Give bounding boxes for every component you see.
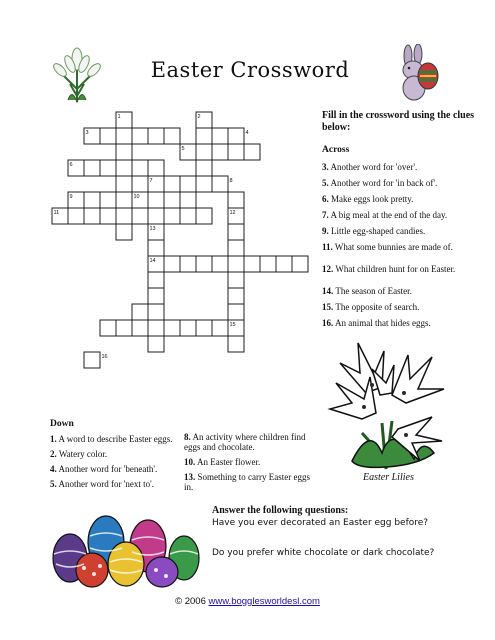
crossword-cell[interactable]	[196, 144, 212, 160]
crossword-cell[interactable]	[196, 208, 212, 224]
clue-number: 10	[133, 194, 140, 200]
clue-number: 16	[101, 354, 108, 360]
crossword-cell[interactable]	[180, 208, 196, 224]
crossword-cell[interactable]	[84, 352, 100, 368]
image-caption: Easter Lilies	[363, 472, 414, 483]
crossword-cell[interactable]	[196, 128, 212, 144]
across-clue: 11. What some bunnies are made of.	[322, 242, 453, 252]
crossword-cell[interactable]	[212, 128, 228, 144]
across-clue: 5. Another word for 'in back of'.	[322, 178, 438, 188]
crossword-cell[interactable]	[164, 256, 180, 272]
down-clue: 1. A word to describe Easter eggs.	[50, 434, 173, 444]
crossword-cell[interactable]	[148, 336, 164, 352]
crossword-cell[interactable]	[164, 192, 180, 208]
crossword-cell[interactable]	[228, 224, 244, 240]
footer	[0, 596, 495, 607]
crossword-cell[interactable]	[244, 256, 260, 272]
clue-number: 4	[245, 130, 249, 136]
crossword-cell[interactable]	[228, 272, 244, 288]
down-heading: Down	[50, 419, 74, 429]
crossword-cell[interactable]	[100, 208, 116, 224]
crossword-cell[interactable]	[228, 128, 244, 144]
crossword-cell[interactable]	[116, 320, 132, 336]
crossword-cell[interactable]	[228, 256, 244, 272]
crossword-cell[interactable]	[228, 288, 244, 304]
crossword-cell[interactable]	[228, 304, 244, 320]
crossword-cell[interactable]	[116, 224, 132, 240]
crossword-cell[interactable]	[228, 144, 244, 160]
crossword-cell[interactable]	[148, 128, 164, 144]
website-link[interactable]: www.bogglesworldesl.com	[208, 596, 320, 607]
crossword-cell[interactable]	[212, 320, 228, 336]
clue-number: 14	[149, 258, 156, 264]
down-clue: 13. Something to carry Easter eggs in.	[184, 472, 310, 492]
crossword-cell[interactable]	[100, 128, 116, 144]
easter-eggs-illustration	[44, 502, 204, 588]
crossword-cell[interactable]	[132, 128, 148, 144]
across-heading: Across	[322, 145, 350, 155]
question-1: Have you ever decorated an Easter egg before?	[212, 518, 429, 528]
crossword-cell[interactable]	[68, 208, 84, 224]
crossword-cell[interactable]	[164, 128, 180, 144]
crossword-cell[interactable]	[196, 320, 212, 336]
clue-number: 12	[229, 210, 236, 216]
crossword-cell[interactable]	[196, 256, 212, 272]
crossword-cell[interactable]	[212, 144, 228, 160]
crossword-cell[interactable]	[180, 256, 196, 272]
clue-number: 11	[53, 210, 60, 216]
crossword-cell[interactable]	[116, 176, 132, 192]
crossword-cell[interactable]	[116, 192, 132, 208]
crossword-cell[interactable]	[100, 192, 116, 208]
clue-number: 8	[229, 178, 233, 184]
crossword-cell[interactable]	[148, 240, 164, 256]
clue-number: 3	[85, 130, 89, 136]
crossword-cell[interactable]	[132, 160, 148, 176]
easter-lilies-illustration	[322, 333, 450, 471]
clue-number: 2	[197, 114, 201, 120]
crossword-cell[interactable]	[116, 160, 132, 176]
clue-number: 9	[69, 194, 73, 200]
crossword-cell[interactable]	[84, 192, 100, 208]
crossword-cell[interactable]	[132, 320, 148, 336]
crossword-cell[interactable]	[148, 272, 164, 288]
clue-number: 1	[117, 114, 121, 120]
questions-heading: Answer the following questions:	[212, 505, 349, 516]
crossword-cell[interactable]	[196, 160, 212, 176]
crossword-cell[interactable]	[180, 320, 196, 336]
copyright: © 2006	[175, 596, 206, 607]
crossword-cell[interactable]	[100, 160, 116, 176]
down-clue: 10. An Easter flower.	[184, 457, 261, 467]
across-clue: 7. A big meal at the end of the day.	[322, 210, 448, 220]
crossword-cell[interactable]	[260, 256, 276, 272]
crossword-cell[interactable]	[212, 176, 228, 192]
clue-number: 5	[181, 146, 185, 152]
crossword-cell[interactable]	[148, 304, 164, 320]
crossword-cell[interactable]	[164, 208, 180, 224]
crossword-cell[interactable]	[292, 256, 308, 272]
crossword-cell[interactable]	[180, 176, 196, 192]
crossword-cell[interactable]	[164, 176, 180, 192]
across-clue: 6. Make eggs look pretty.	[322, 194, 414, 204]
clue-number: 6	[69, 162, 73, 168]
crossword-cell[interactable]	[100, 320, 116, 336]
crossword-cell[interactable]	[148, 208, 164, 224]
crossword-cell[interactable]	[228, 336, 244, 352]
crossword-cell[interactable]	[148, 320, 164, 336]
question-2: Do you prefer white chocolate or dark chocolate?	[212, 548, 435, 558]
instructions: Fill in the crossword using the clues below:	[322, 110, 475, 133]
clue-number: 15	[229, 322, 236, 328]
crossword-cell[interactable]	[132, 208, 148, 224]
down-clue: 2. Watery color.	[50, 449, 108, 459]
down-clue: 5. Another word for 'next to'.	[50, 479, 154, 489]
clue-number: 7	[149, 178, 153, 184]
crossword-cell[interactable]	[212, 256, 228, 272]
crossword-cell[interactable]	[180, 192, 196, 208]
crossword-cell[interactable]	[164, 320, 180, 336]
across-clue: 14. The season of Easter.	[322, 286, 412, 296]
across-clue: 9. Little egg-shaped candies.	[322, 226, 426, 236]
page-title: Easter Crossword	[150, 58, 350, 82]
down-clue: 8. An activity where children find eggs and chocolate.	[184, 432, 306, 452]
across-clue: 16. An animal that hides eggs.	[322, 318, 431, 328]
crossword-cell[interactable]	[276, 256, 292, 272]
crossword-cell[interactable]	[132, 304, 148, 320]
across-clue: 15. The opposite of search.	[322, 302, 420, 312]
crossword-cell[interactable]	[196, 176, 212, 192]
crossword-cell[interactable]	[148, 288, 164, 304]
crossword-cell[interactable]	[228, 192, 244, 208]
down-clue: 4. Another word for 'beneath'.	[50, 464, 158, 474]
crossword-cell[interactable]	[84, 208, 100, 224]
crossword-cell[interactable]	[116, 128, 132, 144]
crossword-cell[interactable]	[116, 144, 132, 160]
crossword-cell[interactable]	[116, 208, 132, 224]
crossword-cell[interactable]	[228, 240, 244, 256]
clue-number: 13	[149, 226, 156, 232]
crossword-cell[interactable]	[148, 192, 164, 208]
crossword-cell[interactable]	[84, 160, 100, 176]
across-clue: 3. Another word for 'over'.	[322, 162, 418, 172]
crossword-cell[interactable]	[244, 144, 260, 160]
crossword-cell[interactable]	[148, 160, 164, 176]
across-clue: 12. What children hunt for on Easter.	[322, 264, 456, 274]
